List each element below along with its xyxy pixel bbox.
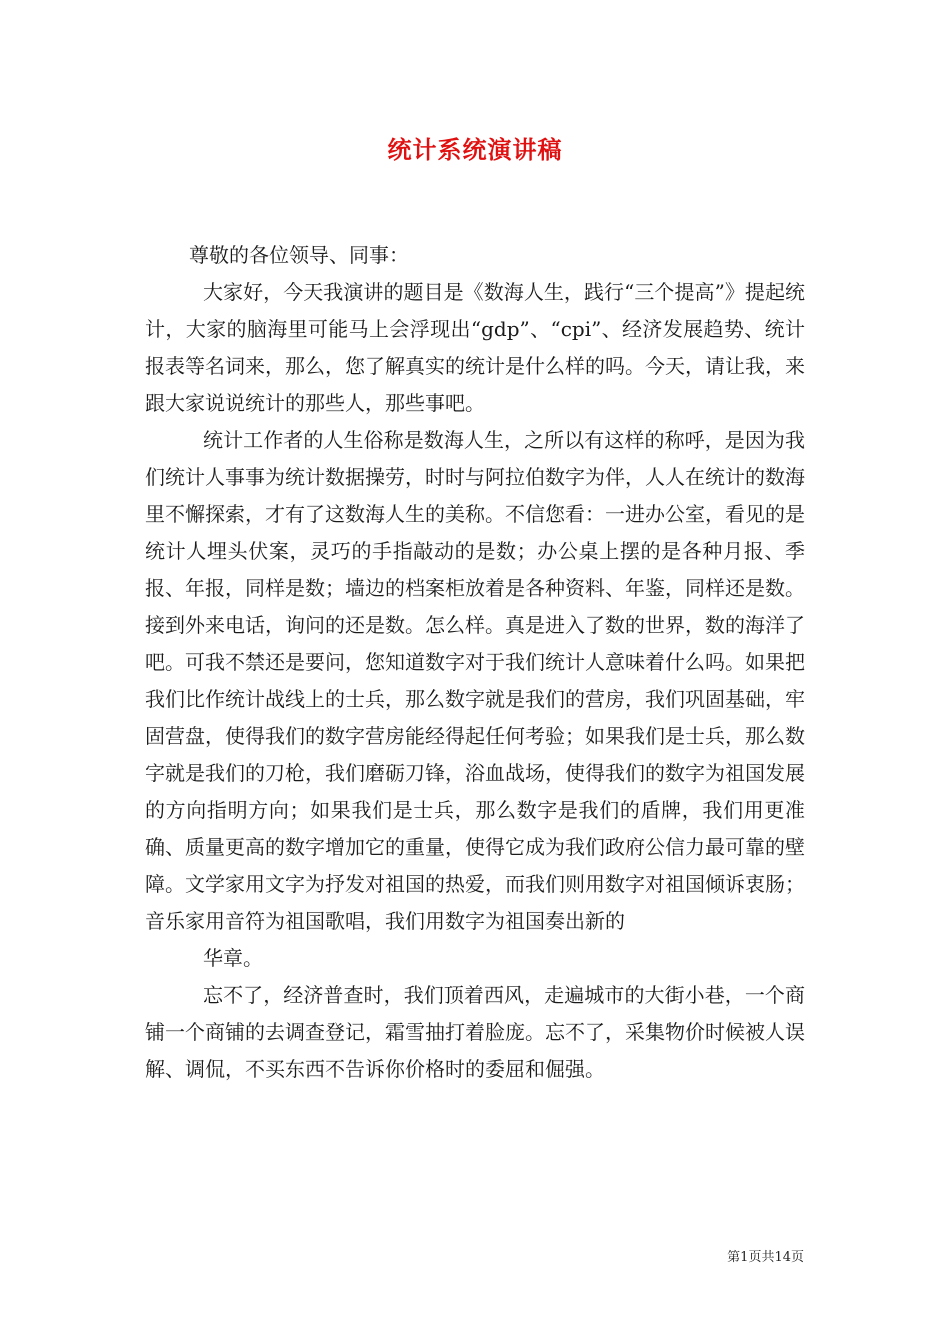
paragraph-2: 统计工作者的人生俗称是数海人生，之所以有这样的称呼，是因为我们统计人事事为统计数据操劳，时时与阿拉伯数字为伴，人人在统计的数海里不懈探索，才有了这数海人生的美称。不信您看：一进办公室，看见的是统计人埋头伏案，灵巧的手指敲动的是数；办公桌上摆的是各种月报、季报、年报，同样是数；墙边的档案柜放着是各种资料、年鉴，同样还是数。接到外来电话，询问的还是数。怎么样。真是进入了数的世界，数的海洋了吧。可我不禁还是要问，您知道数字对于我们统计人意味着什么吗。如果把我们比作统计战线上的士兵，那么数字就是我们的营房，我们巩固基础，牢固营盘，使得我们的数字营房能经得起任何考验；如果我们是士兵，那么数字就是我们的刀枪，我们磨砺刀锋，浴血战场，使得我们的数字为祖国发展的方向指明方向；如果我们是士兵，那么数字是我们的盾牌，我们用更准确、质量更高的数字增加它的重量，使得它成为我们政府公信力最可靠的壁障。文学家用文字为抒发对祖国的热爱，而我们则用数字对祖国倾诉衷肠；音乐家用音符为祖国歌唱，我们用数字为祖国奏出新的 (145, 428, 805, 933)
paragraph-4: 忘不了，经济普查时，我们顶着西风，走遍城市的大街小巷，一个商铺一个商铺的去调查登记，霜雪抽打着脸庞。忘不了，采集物价时候被人误解、调侃，不买东西不告诉你价格时的委屈和倔强。 (145, 983, 805, 1081)
salutation: 尊敬的各位领导、同事： (189, 243, 409, 267)
paragraph-1: 大家好，今天我演讲的题目是《数海人生，践行“三个提高”》提起统计，大家的脑海里可能马上会浮现出“gdp”、“cpi”、经济发展趋势、统计报表等名词来，那么，您了解真实的统计是什么样的吗。今天，请让我，来跟大家说说统计的那些人，那些事吧。 (145, 280, 805, 415)
document-body (145, 237, 805, 1088)
document-title: 统计系统演讲稿 (387, 135, 563, 164)
paragraph-3: 华章。 (203, 946, 263, 970)
page-number: 第1页共14页 (727, 1250, 804, 1265)
